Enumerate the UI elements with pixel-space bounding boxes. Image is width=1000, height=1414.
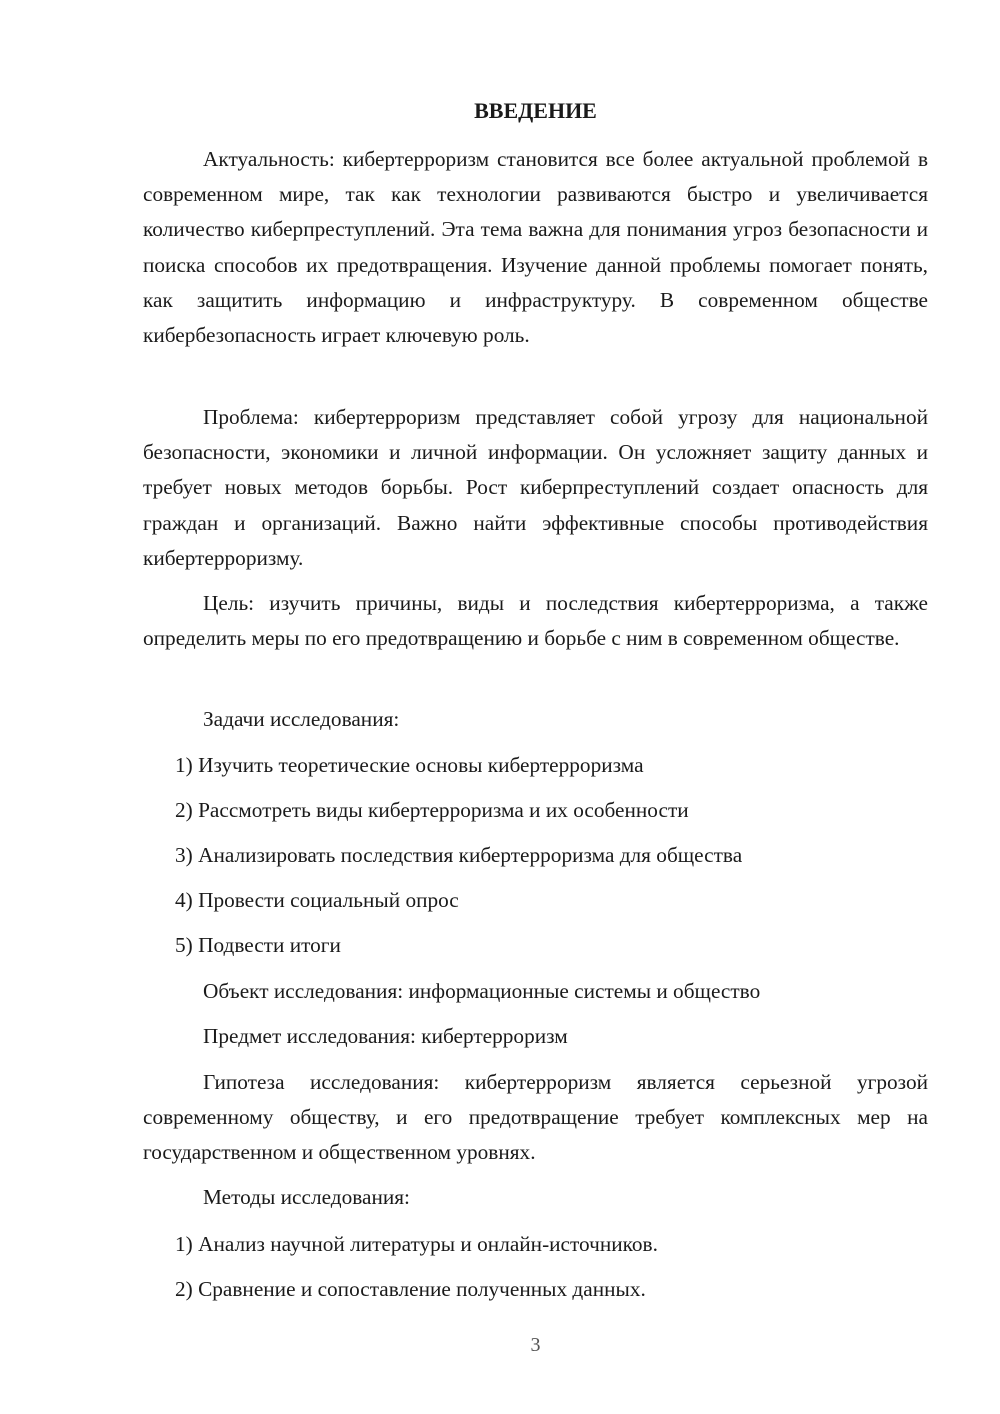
task-item: 4) Провести социальный опрос xyxy=(175,888,459,912)
object-line: Объект исследования: информационные системы и общество xyxy=(203,979,761,1003)
goal-paragraph: Цель: изучить причины, виды и последствия кибертерроризма, а также определить меры по его предотвращению и борьбе с ним в современном обществе. xyxy=(143,591,928,651)
tasks-heading: Задачи исследования: xyxy=(203,707,400,731)
task-item: 2) Рассмотреть виды кибертерроризма и их особенности xyxy=(175,798,689,822)
method-item: 2) Сравнение и сопоставление полученных данных. xyxy=(175,1277,646,1301)
method-item: 1) Анализ научной литературы и онлайн-источников. xyxy=(175,1232,658,1256)
task-item: 3) Анализировать последствия кибертерроризма для общества xyxy=(175,843,743,867)
section-title: ВВЕДЕНИЕ xyxy=(474,98,597,123)
page-number: 3 xyxy=(530,1334,541,1356)
task-item: 1) Изучить теоретические основы кибертерроризма xyxy=(175,753,644,777)
problem-paragraph: Проблема: кибертерроризм представляет собой угрозу для национальной безопасности, экономики и личной информации. Он усложняет защиту данных и требует новых методов борьбы. Рост киберпреступлений создает опасность для граждан и организаций. Важно найти эффективные способы противодействия кибертерроризму. xyxy=(143,405,928,570)
hypothesis-paragraph: Гипотеза исследования: кибертерроризм является серьезной угрозой современному обществу, и его предотвращение требует комплексных мер на государственном и общественном уровнях. xyxy=(143,1070,928,1165)
task-item: 5) Подвести итоги xyxy=(175,933,341,957)
subject-line: Предмет исследования: кибертерроризм xyxy=(203,1024,568,1048)
methods-heading: Методы исследования: xyxy=(203,1185,410,1209)
relevance-paragraph: Актуальность: кибертерроризм становится все более актуальной проблемой в современном мире, так как технологии развиваются быстро и увеличивается количество киберпреступлений. Эта тема важна для понимания угроз безопасности и поиска способов их предотвращения. Изучение данной проблемы помогает понять, как защитить информацию и инфраструктуру. В современном обществе кибербезопасность играет ключевую роль. xyxy=(143,147,928,348)
